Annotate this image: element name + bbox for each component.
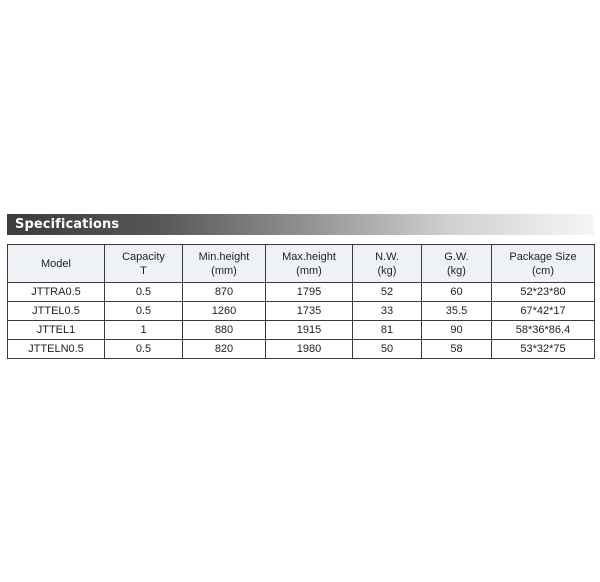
header-capacity: Capacity T [105, 245, 183, 283]
cell-model: JTTEL0.5 [8, 302, 105, 321]
header-package-size: Package Size (cm) [492, 245, 595, 283]
cell-max-height: 1735 [266, 302, 353, 321]
cell-net-weight: 52 [353, 283, 422, 302]
cell-capacity: 0.5 [105, 283, 183, 302]
header-max-height: Max.height (mm) [266, 245, 353, 283]
cell-package-size: 67*42*17 [492, 302, 595, 321]
cell-model: JTTRA0.5 [8, 283, 105, 302]
cell-net-weight: 33 [353, 302, 422, 321]
cell-min-height: 880 [183, 321, 266, 340]
table-row [8, 321, 595, 340]
cell-gross-weight: 35.5 [422, 302, 492, 321]
cell-capacity: 0.5 [105, 340, 183, 359]
cell-max-height: 1915 [266, 321, 353, 340]
cell-min-height: 1260 [183, 302, 266, 321]
cell-min-height: 820 [183, 340, 266, 359]
cell-capacity: 1 [105, 321, 183, 340]
cell-min-height: 870 [183, 283, 266, 302]
cell-package-size: 58*36*86.4 [492, 321, 595, 340]
cell-max-height: 1980 [266, 340, 353, 359]
cell-net-weight: 81 [353, 321, 422, 340]
cell-model: JTTEL1 [8, 321, 105, 340]
cell-net-weight: 50 [353, 340, 422, 359]
cell-package-size: 53*32*75 [492, 340, 595, 359]
cell-gross-weight: 90 [422, 321, 492, 340]
header-net-weight: N.W. (kg) [353, 245, 422, 283]
specifications-banner [7, 214, 594, 235]
header-gross-weight: G.W. (kg) [422, 245, 492, 283]
specifications-table [7, 244, 595, 359]
table-row [8, 302, 595, 321]
cell-max-height: 1795 [266, 283, 353, 302]
header-model: Model [8, 245, 105, 283]
table-row [8, 340, 595, 359]
cell-gross-weight: 58 [422, 340, 492, 359]
cell-package-size: 52*23*80 [492, 283, 595, 302]
cell-gross-weight: 60 [422, 283, 492, 302]
table-header-row [8, 245, 595, 283]
header-min-height: Min.height (mm) [183, 245, 266, 283]
section-title: Specifications [15, 217, 120, 232]
cell-capacity: 0.5 [105, 302, 183, 321]
table-row [8, 283, 595, 302]
cell-model: JTTELN0.5 [8, 340, 105, 359]
